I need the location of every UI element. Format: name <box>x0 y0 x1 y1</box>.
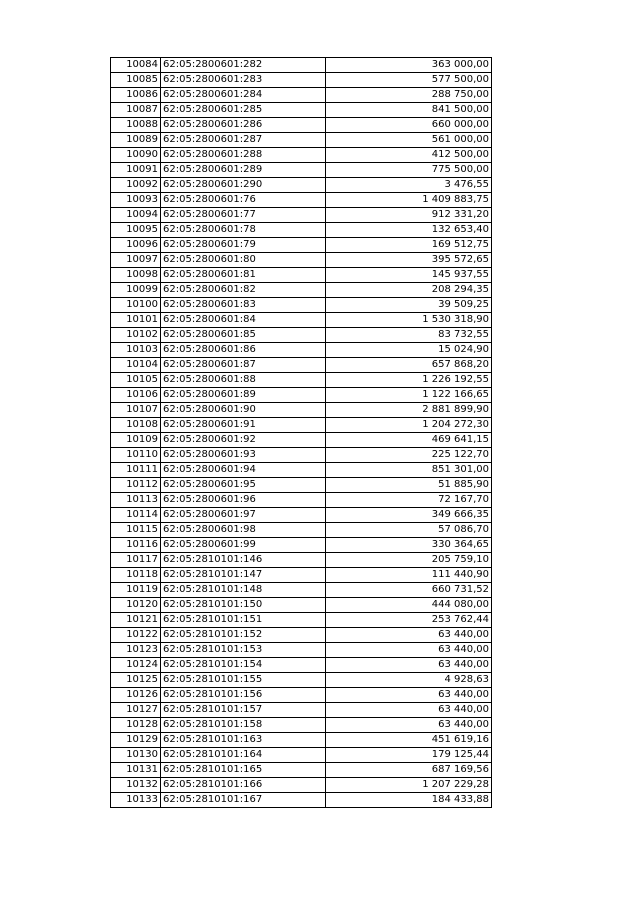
cadastral-number-cell: 62:05:2800601:85 <box>161 328 326 343</box>
value-cell: 1 204 272,30 <box>326 418 492 433</box>
row-number-cell: 10125 <box>111 673 161 688</box>
cadastral-number-cell: 62:05:2810101:166 <box>161 778 326 793</box>
cadastral-number-cell: 62:05:2800601:94 <box>161 463 326 478</box>
value-cell: 15 024,90 <box>326 343 492 358</box>
table-row <box>111 493 492 508</box>
cadastral-number-cell: 62:05:2800601:82 <box>161 283 326 298</box>
cadastral-number-cell: 62:05:2800601:93 <box>161 448 326 463</box>
cadastral-number-cell: 62:05:2810101:167 <box>161 793 326 808</box>
value-cell: 330 364,65 <box>326 538 492 553</box>
row-number-cell: 10130 <box>111 748 161 763</box>
table-row <box>111 268 492 283</box>
cadastral-number-cell: 62:05:2810101:152 <box>161 628 326 643</box>
row-number-cell: 10096 <box>111 238 161 253</box>
table-row <box>111 778 492 793</box>
table-row <box>111 103 492 118</box>
cadastral-number-cell: 62:05:2800601:282 <box>161 58 326 73</box>
value-cell: 841 500,00 <box>326 103 492 118</box>
row-number-cell: 10115 <box>111 523 161 538</box>
cadastral-number-cell: 62:05:2810101:155 <box>161 673 326 688</box>
value-cell: 444 080,00 <box>326 598 492 613</box>
value-cell: 3 476,55 <box>326 178 492 193</box>
value-cell: 1 226 192,55 <box>326 373 492 388</box>
table-row <box>111 523 492 538</box>
cadastral-number-cell: 62:05:2800601:81 <box>161 268 326 283</box>
table-row <box>111 178 492 193</box>
table-row <box>111 403 492 418</box>
value-cell: 39 509,25 <box>326 298 492 313</box>
cadastral-number-cell: 62:05:2800601:285 <box>161 103 326 118</box>
cadastral-number-cell: 62:05:2800601:98 <box>161 523 326 538</box>
table-row <box>111 478 492 493</box>
table-row <box>111 73 492 88</box>
cadastral-number-cell: 62:05:2800601:83 <box>161 298 326 313</box>
value-cell: 469 641,15 <box>326 433 492 448</box>
row-number-cell: 10107 <box>111 403 161 418</box>
row-number-cell: 10126 <box>111 688 161 703</box>
table-row <box>111 583 492 598</box>
cadastral-number-cell: 62:05:2800601:88 <box>161 373 326 388</box>
value-cell: 63 440,00 <box>326 688 492 703</box>
table-row <box>111 658 492 673</box>
row-number-cell: 10132 <box>111 778 161 793</box>
cadastral-number-cell: 62:05:2810101:151 <box>161 613 326 628</box>
table-row <box>111 463 492 478</box>
row-number-cell: 10101 <box>111 313 161 328</box>
cadastral-number-cell: 62:05:2800601:76 <box>161 193 326 208</box>
cadastral-number-cell: 62:05:2800601:95 <box>161 478 326 493</box>
value-cell: 363 000,00 <box>326 58 492 73</box>
table-row <box>111 568 492 583</box>
row-number-cell: 10128 <box>111 718 161 733</box>
table-row <box>111 673 492 688</box>
cadastral-number-cell: 62:05:2800601:288 <box>161 148 326 163</box>
row-number-cell: 10084 <box>111 58 161 73</box>
row-number-cell: 10104 <box>111 358 161 373</box>
table-row <box>111 733 492 748</box>
row-number-cell: 10133 <box>111 793 161 808</box>
table-row <box>111 388 492 403</box>
value-cell: 63 440,00 <box>326 643 492 658</box>
table-row <box>111 448 492 463</box>
cadastral-number-cell: 62:05:2800601:97 <box>161 508 326 523</box>
value-cell: 1 207 229,28 <box>326 778 492 793</box>
value-cell: 1 530 318,90 <box>326 313 492 328</box>
cadastral-number-cell: 62:05:2800601:90 <box>161 403 326 418</box>
value-cell: 179 125,44 <box>326 748 492 763</box>
row-number-cell: 10122 <box>111 628 161 643</box>
row-number-cell: 10120 <box>111 598 161 613</box>
value-cell: 851 301,00 <box>326 463 492 478</box>
value-cell: 63 440,00 <box>326 628 492 643</box>
row-number-cell: 10119 <box>111 583 161 598</box>
row-number-cell: 10089 <box>111 133 161 148</box>
value-cell: 577 500,00 <box>326 73 492 88</box>
cadastral-number-cell: 62:05:2800601:92 <box>161 433 326 448</box>
row-number-cell: 10093 <box>111 193 161 208</box>
row-number-cell: 10108 <box>111 418 161 433</box>
table-row <box>111 643 492 658</box>
table-row <box>111 418 492 433</box>
value-cell: 657 868,20 <box>326 358 492 373</box>
row-number-cell: 10112 <box>111 478 161 493</box>
table-row <box>111 553 492 568</box>
table-row <box>111 163 492 178</box>
value-cell: 145 937,55 <box>326 268 492 283</box>
cadastral-number-cell: 62:05:2800601:91 <box>161 418 326 433</box>
cadastral-number-cell: 62:05:2810101:146 <box>161 553 326 568</box>
row-number-cell: 10111 <box>111 463 161 478</box>
row-number-cell: 10099 <box>111 283 161 298</box>
value-cell: 225 122,70 <box>326 448 492 463</box>
row-number-cell: 10094 <box>111 208 161 223</box>
table-row <box>111 538 492 553</box>
table-row <box>111 373 492 388</box>
table-row <box>111 148 492 163</box>
row-number-cell: 10100 <box>111 298 161 313</box>
row-number-cell: 10116 <box>111 538 161 553</box>
table-row <box>111 748 492 763</box>
row-number-cell: 10097 <box>111 253 161 268</box>
value-cell: 660 731,52 <box>326 583 492 598</box>
table-row <box>111 613 492 628</box>
value-cell: 63 440,00 <box>326 718 492 733</box>
cadastral-number-cell: 62:05:2800601:80 <box>161 253 326 268</box>
cadastral-number-cell: 62:05:2800601:77 <box>161 208 326 223</box>
table-row <box>111 298 492 313</box>
value-cell: 63 440,00 <box>326 658 492 673</box>
cadastral-number-cell: 62:05:2800601:89 <box>161 388 326 403</box>
table-row <box>111 433 492 448</box>
row-number-cell: 10123 <box>111 643 161 658</box>
table-row <box>111 88 492 103</box>
table-row <box>111 118 492 133</box>
row-number-cell: 10124 <box>111 658 161 673</box>
row-number-cell: 10102 <box>111 328 161 343</box>
value-cell: 253 762,44 <box>326 613 492 628</box>
cadastral-number-cell: 62:05:2810101:153 <box>161 643 326 658</box>
value-cell: 72 167,70 <box>326 493 492 508</box>
cadastral-number-cell: 62:05:2800601:86 <box>161 343 326 358</box>
table-row <box>111 238 492 253</box>
row-number-cell: 10087 <box>111 103 161 118</box>
table-row <box>111 253 492 268</box>
cadastral-number-cell: 62:05:2800601:283 <box>161 73 326 88</box>
value-cell: 687 169,56 <box>326 763 492 778</box>
table-row <box>111 763 492 778</box>
row-number-cell: 10086 <box>111 88 161 103</box>
row-number-cell: 10088 <box>111 118 161 133</box>
value-cell: 395 572,65 <box>326 253 492 268</box>
value-cell: 4 928,63 <box>326 673 492 688</box>
row-number-cell: 10090 <box>111 148 161 163</box>
row-number-cell: 10129 <box>111 733 161 748</box>
cadastral-number-cell: 62:05:2800601:286 <box>161 118 326 133</box>
row-number-cell: 10113 <box>111 493 161 508</box>
row-number-cell: 10114 <box>111 508 161 523</box>
cadastral-number-cell: 62:05:2800601:84 <box>161 313 326 328</box>
cadastral-number-cell: 62:05:2800601:284 <box>161 88 326 103</box>
row-number-cell: 10103 <box>111 343 161 358</box>
cadastral-number-cell: 62:05:2800601:96 <box>161 493 326 508</box>
row-number-cell: 10098 <box>111 268 161 283</box>
value-cell: 208 294,35 <box>326 283 492 298</box>
row-number-cell: 10121 <box>111 613 161 628</box>
value-cell: 561 000,00 <box>326 133 492 148</box>
value-cell: 1 409 883,75 <box>326 193 492 208</box>
row-number-cell: 10091 <box>111 163 161 178</box>
cadastral-number-cell: 62:05:2810101:148 <box>161 583 326 598</box>
table-row <box>111 328 492 343</box>
value-cell: 2 881 899,90 <box>326 403 492 418</box>
table-body <box>111 58 492 808</box>
cadastral-number-cell: 62:05:2810101:150 <box>161 598 326 613</box>
cadastral-number-cell: 62:05:2800601:79 <box>161 238 326 253</box>
table-row <box>111 508 492 523</box>
table-row <box>111 628 492 643</box>
cadastral-number-cell: 62:05:2800601:287 <box>161 133 326 148</box>
table-row <box>111 703 492 718</box>
row-number-cell: 10127 <box>111 703 161 718</box>
value-cell: 57 086,70 <box>326 523 492 538</box>
row-number-cell: 10085 <box>111 73 161 88</box>
value-cell: 132 653,40 <box>326 223 492 238</box>
value-cell: 63 440,00 <box>326 703 492 718</box>
value-cell: 775 500,00 <box>326 163 492 178</box>
value-cell: 349 666,35 <box>326 508 492 523</box>
cadastral-number-cell: 62:05:2800601:87 <box>161 358 326 373</box>
table-row <box>111 358 492 373</box>
table-row <box>111 133 492 148</box>
row-number-cell: 10110 <box>111 448 161 463</box>
cadastral-number-cell: 62:05:2800601:99 <box>161 538 326 553</box>
value-cell: 169 512,75 <box>326 238 492 253</box>
value-cell: 288 750,00 <box>326 88 492 103</box>
cadastral-number-cell: 62:05:2810101:154 <box>161 658 326 673</box>
cadastral-number-cell: 62:05:2810101:147 <box>161 568 326 583</box>
cadastral-number-cell: 62:05:2810101:158 <box>161 718 326 733</box>
table-row <box>111 58 492 73</box>
table-row <box>111 313 492 328</box>
cadastral-number-cell: 62:05:2800601:78 <box>161 223 326 238</box>
table-row <box>111 718 492 733</box>
row-number-cell: 10118 <box>111 568 161 583</box>
table-row <box>111 343 492 358</box>
row-number-cell: 10117 <box>111 553 161 568</box>
data-table <box>110 57 492 808</box>
value-cell: 111 440,90 <box>326 568 492 583</box>
value-cell: 660 000,00 <box>326 118 492 133</box>
row-number-cell: 10092 <box>111 178 161 193</box>
cadastral-number-cell: 62:05:2810101:157 <box>161 703 326 718</box>
value-cell: 184 433,88 <box>326 793 492 808</box>
row-number-cell: 10109 <box>111 433 161 448</box>
value-cell: 51 885,90 <box>326 478 492 493</box>
table-row <box>111 793 492 808</box>
table-row <box>111 223 492 238</box>
row-number-cell: 10095 <box>111 223 161 238</box>
cadastral-number-cell: 62:05:2800601:289 <box>161 163 326 178</box>
cadastral-number-cell: 62:05:2800601:290 <box>161 178 326 193</box>
cadastral-number-cell: 62:05:2810101:164 <box>161 748 326 763</box>
table-row <box>111 208 492 223</box>
value-cell: 1 122 166,65 <box>326 388 492 403</box>
table-row <box>111 598 492 613</box>
row-number-cell: 10106 <box>111 388 161 403</box>
value-cell: 205 759,10 <box>326 553 492 568</box>
cadastral-number-cell: 62:05:2810101:156 <box>161 688 326 703</box>
row-number-cell: 10131 <box>111 763 161 778</box>
cadastral-number-cell: 62:05:2810101:163 <box>161 733 326 748</box>
value-cell: 912 331,20 <box>326 208 492 223</box>
value-cell: 451 619,16 <box>326 733 492 748</box>
table-row <box>111 193 492 208</box>
row-number-cell: 10105 <box>111 373 161 388</box>
value-cell: 412 500,00 <box>326 148 492 163</box>
value-cell: 83 732,55 <box>326 328 492 343</box>
table-row <box>111 688 492 703</box>
cadastral-number-cell: 62:05:2810101:165 <box>161 763 326 778</box>
table-row <box>111 283 492 298</box>
